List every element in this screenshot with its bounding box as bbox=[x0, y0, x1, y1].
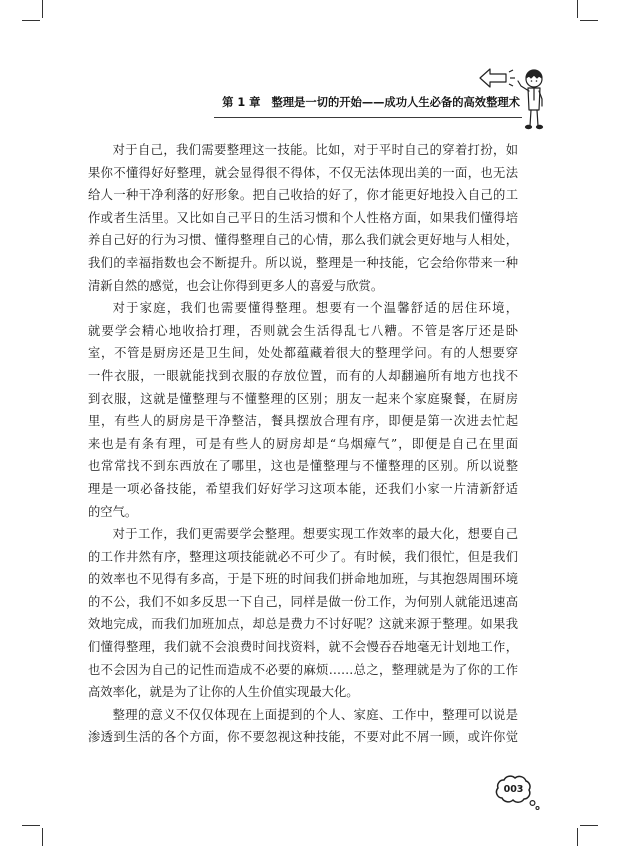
text-line: 效地完成，而我们加班加点，却总是费力不讨好呢？这就来源于整理。如果我 bbox=[88, 617, 518, 632]
text-line: 整理的意义不仅仅体现在上面提到的个人、家庭、工作中，整理可以说是 bbox=[112, 707, 518, 722]
crop-mark-top-right bbox=[578, 0, 599, 21]
text-line: 作或者生活里。又比如自己平日的生活习惯和个人性格方面，如果我们懂得培 bbox=[88, 210, 518, 225]
body-text bbox=[88, 139, 518, 749]
text-line: 到衣服，这就是懂整理与不懂整理的区别；朋友一起来个家庭聚餐，在厨房 bbox=[88, 391, 518, 406]
crop-mark-bottom-left bbox=[22, 826, 43, 846]
text-line: 也不会因为自己的记性而造成不必要的麻烦……总之，整理就是为了你的工作 bbox=[88, 662, 518, 677]
text-line: 渗透到生活的各个方面，你不要忽视这种技能，不要对此不屑一顾，或许你觉 bbox=[88, 730, 518, 745]
text-line: 我们的幸福指数也会不断提升。所以说，整理是一种技能，它会给你带来一种 bbox=[88, 255, 518, 270]
page-number: 003 bbox=[503, 784, 524, 795]
text-line: 理是一项必备技能，希望我们好好学习这项本能，还我们小家一片清新舒适 bbox=[88, 481, 518, 496]
paragraph bbox=[88, 297, 518, 523]
bubble-tail-dot bbox=[530, 801, 535, 806]
page-number-badge bbox=[494, 774, 544, 814]
crop-mark-bottom-right bbox=[578, 826, 599, 846]
text-line: 对于自己，我们需要整理这一技能。比如，对于平时自己的穿着打扮，如 bbox=[112, 143, 518, 157]
text-line: 的不公，我们不如多反思一下自己，同样是做一份工作，为何别人就能迅速高 bbox=[88, 594, 518, 609]
text-line: 也常常找不到东西放在了哪里，这也是懂整理与不懂整理的区别。所以说整 bbox=[88, 459, 518, 474]
header-decoration bbox=[476, 64, 552, 134]
bubble-tail-dot bbox=[536, 807, 539, 810]
text-line: 对于家庭，我们也需要懂得整理。想要有一个温馨舒适的居住环境， bbox=[112, 301, 518, 316]
text-line: 们懂得整理，我们就不会浪费时间找资料，就不会慢吞吞地毫无计划地工作， bbox=[88, 640, 518, 655]
text-line: 的工作井然有序，整理这项技能就必不可少了。有时候，我们很忙，但是我们 bbox=[88, 549, 518, 564]
cartoon-person-icon bbox=[518, 70, 543, 129]
text-line: 养自己好的行为习惯、懂得整理自己的心情，那么我们就会更好地与人相处， bbox=[88, 233, 518, 248]
text-line: 高效率化，就是为了让你的人生价值实现最大化。 bbox=[88, 685, 359, 700]
text-line: 的空气。 bbox=[88, 504, 138, 519]
text-line: 来也是有条有理，可是有些人的厨房却是“乌烟瘴气”，即便是自己在里面 bbox=[88, 436, 518, 451]
text-line: 给人一种干净利落的好形象。把自己收拾的好了，你才能更好地投入自己的工 bbox=[88, 188, 518, 203]
text-line: 室，不管是厨房还是卫生间，处处都蕴藏着很大的整理学问。有的人想要穿 bbox=[88, 346, 518, 361]
chapter-title: 整理是一切的开始——成功人生必备的高效整理术 bbox=[271, 96, 520, 109]
text-line: 清新自然的感觉，也会让你得到更多人的喜爱与欣赏。 bbox=[88, 278, 384, 293]
text-line: 对于工作，我们更需要学会整理。想要实现工作效率的最大化，想要自己 bbox=[112, 527, 518, 542]
text-line: 一件衣服，一眼就能找到衣服的存放位置，而有的人却翻遍所有地方也找不 bbox=[88, 368, 518, 383]
chapter-label: 第 1 章 bbox=[222, 96, 261, 109]
text-line: 果你不懂得好好整理，就会显得很不得体，不仅无法体现出美的一面，也无法 bbox=[88, 165, 518, 180]
paragraph bbox=[88, 523, 518, 704]
text-line: 里，有些人的厨房是干净整洁，餐具摆放合理有序，即便是第一次进去忙起 bbox=[88, 414, 518, 429]
text-line: 就要学会精心地收拾打理，否则就会生活得乱七八糟。不管是客厅还是卧 bbox=[88, 323, 518, 338]
paragraph bbox=[88, 139, 518, 297]
text-line: 的效率也不见得有多高，于是下班的时间我们拼命地加班，与其抱怨周围环境 bbox=[88, 572, 518, 587]
left-arrow-icon bbox=[480, 69, 515, 87]
paragraph bbox=[88, 704, 518, 749]
crop-mark-top-left bbox=[22, 0, 43, 21]
